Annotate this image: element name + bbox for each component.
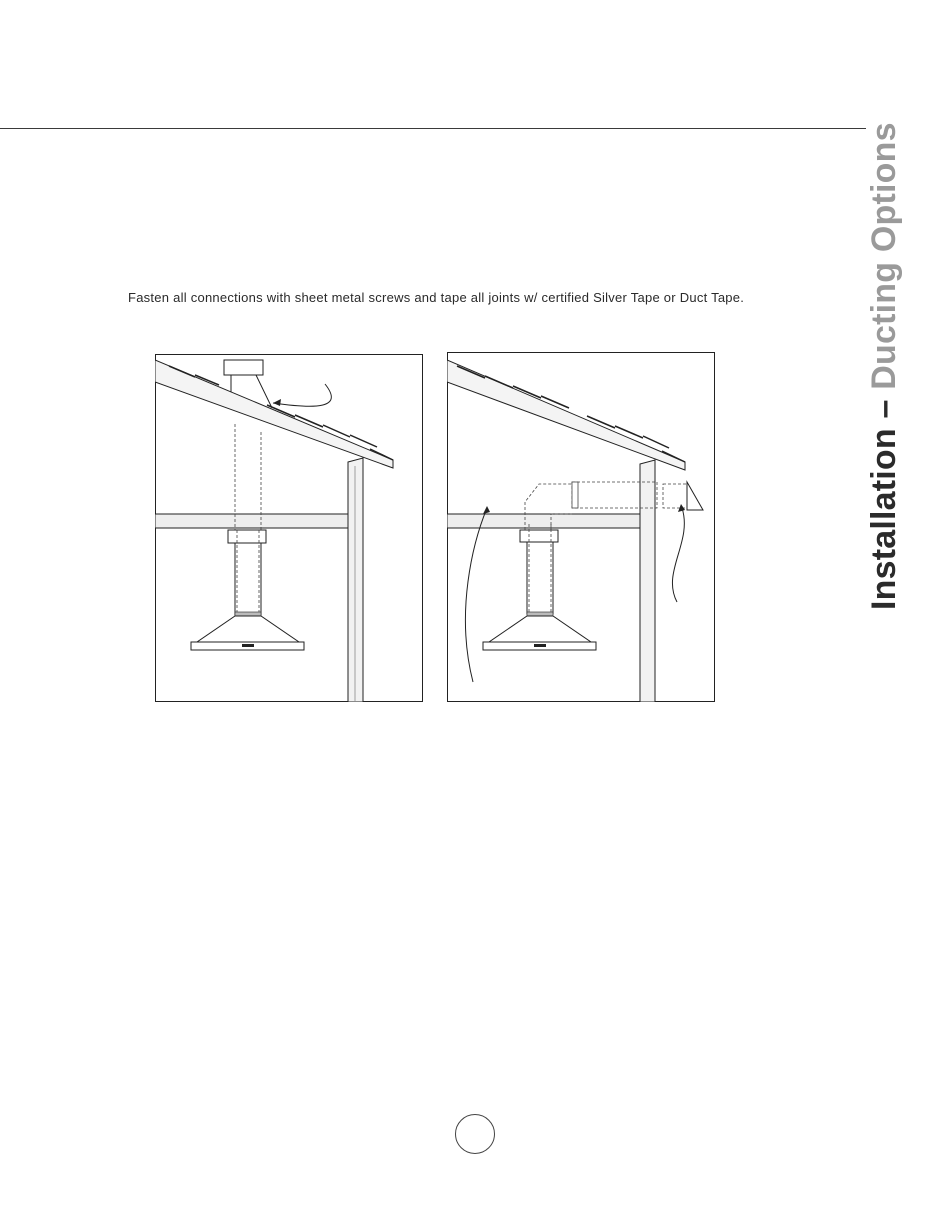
roof-vent-diagram xyxy=(155,354,423,702)
wall-vent-diagram xyxy=(447,352,715,702)
page-number xyxy=(455,1114,495,1154)
section-title-accent: Ducting Options xyxy=(865,122,903,390)
section-title-main: Installation – xyxy=(865,399,903,610)
header-rule xyxy=(0,128,866,129)
section-title xyxy=(865,122,904,610)
wall-vent-illustration xyxy=(447,352,715,702)
roof-vent-illustration xyxy=(155,354,423,702)
instruction-text: Fasten all connections with sheet metal screws and tape all joints w/ certified Silver Tape or Duct Tape. xyxy=(128,290,745,305)
